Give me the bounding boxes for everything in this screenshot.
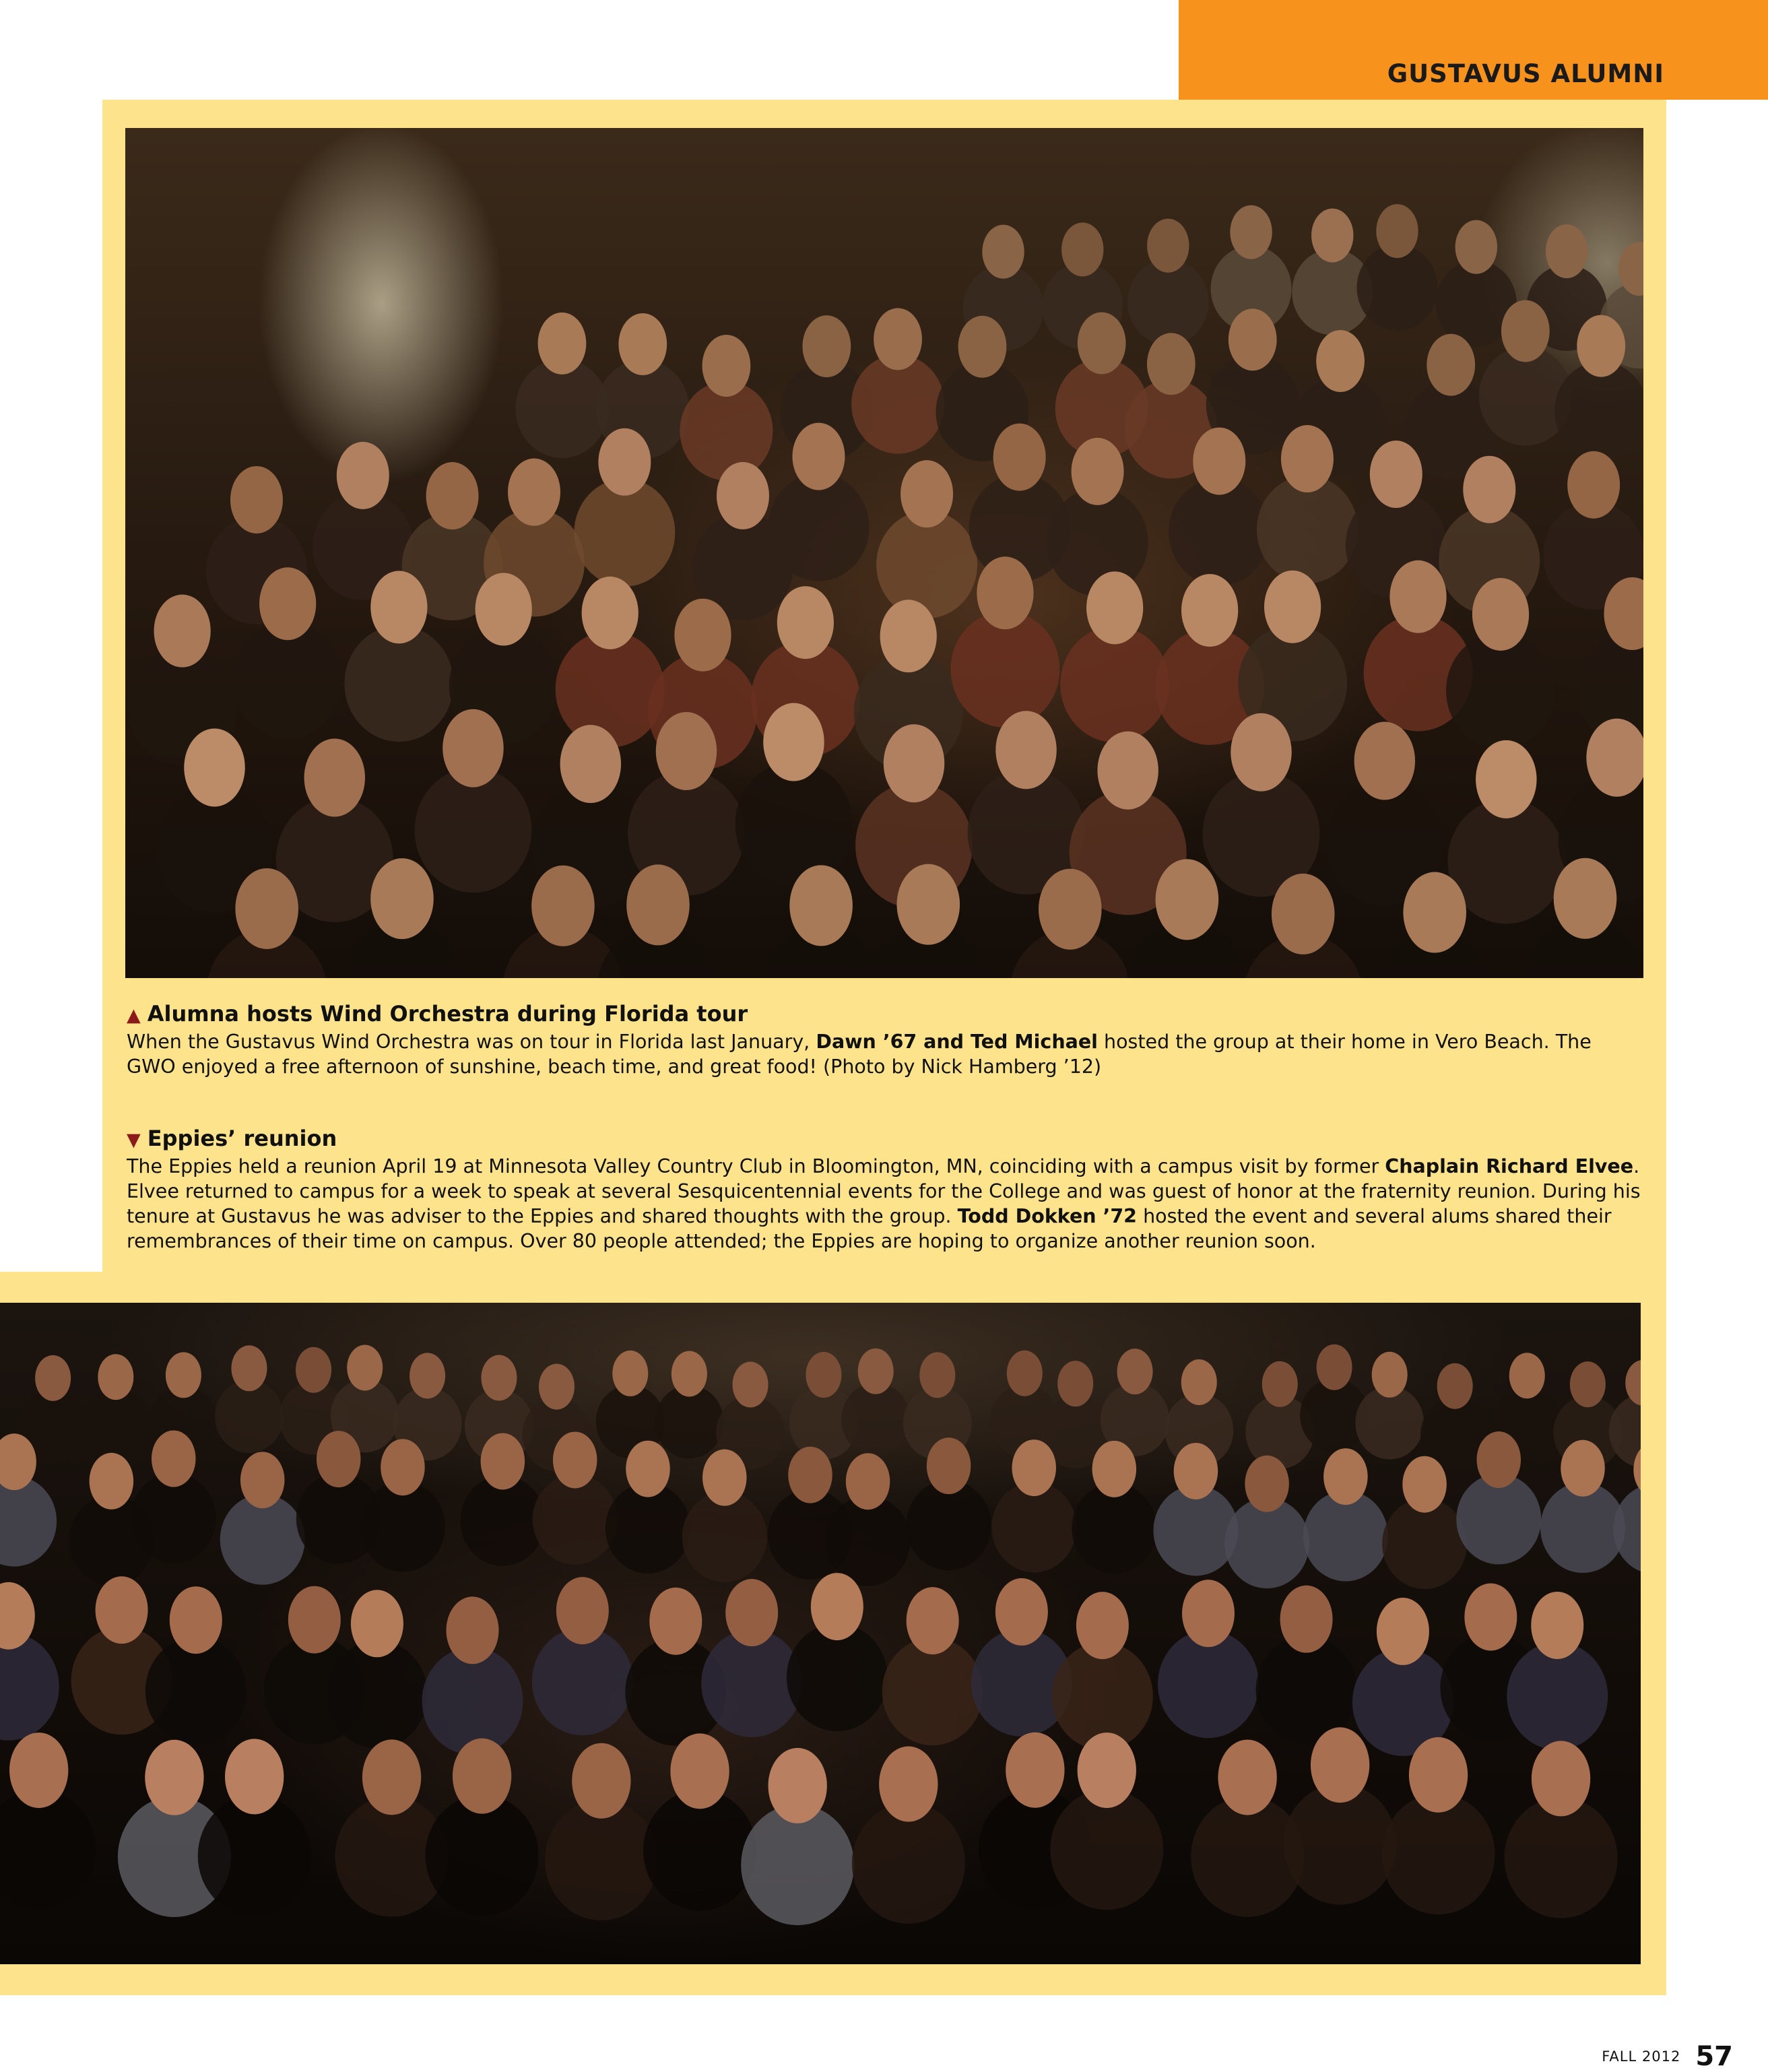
story-body bbox=[127, 1154, 1642, 1254]
story-headline bbox=[127, 1000, 1642, 1029]
story-wind-orchestra bbox=[127, 1000, 1642, 1079]
headline-text: Alumna hosts Wind Orchestra during Florida tour bbox=[147, 1001, 748, 1027]
section-tab bbox=[1179, 0, 1768, 100]
issue-label: FALL 2012 bbox=[1602, 2048, 1681, 2065]
wind-orchestra-crowd bbox=[125, 128, 1643, 978]
down-triangle-icon: ▼ bbox=[127, 1130, 141, 1151]
eppies-reunion-photo bbox=[0, 1303, 1641, 1964]
body-text: . Elvee returned to campus for a week to speak at several Sesquicentennial events for the College and was guest of honor at the fraternity reunion. During his tenure at Gustavus he was adviser to the Eppies and shared thoughts with the group. bbox=[127, 1155, 1641, 1227]
story-body bbox=[127, 1029, 1642, 1079]
eppies-reunion-crowd bbox=[0, 1303, 1641, 1964]
story-eppies-reunion bbox=[127, 1125, 1642, 1254]
headline-text: Eppies’ reunion bbox=[147, 1126, 337, 1151]
up-triangle-icon: ▲ bbox=[127, 1005, 141, 1026]
body-text: When the Gustavus Wind Orchestra was on tour in Florida last January, bbox=[127, 1031, 816, 1053]
page-folio bbox=[1602, 2041, 1733, 2072]
bold-name: Todd Dokken ’72 bbox=[957, 1205, 1138, 1227]
bold-name: Chaplain Richard Elvee bbox=[1385, 1155, 1634, 1177]
wind-orchestra-photo bbox=[125, 128, 1643, 978]
story-headline bbox=[127, 1125, 1642, 1154]
section-label: GUSTAVUS ALUMNI bbox=[1387, 59, 1664, 88]
page-number: 57 bbox=[1695, 2041, 1733, 2072]
bold-name: Dawn ’67 and Ted Michael bbox=[816, 1031, 1098, 1053]
body-text: The Eppies held a reunion April 19 at Minnesota Valley Country Club in Bloomington, MN, coinciding with a campus visit by former bbox=[127, 1155, 1385, 1177]
body-text: hosted the event and several alums shared their remembrances of their time on campus. Over 80 people attended; the Eppies are hoping to organize another reunion soon. bbox=[127, 1205, 1612, 1252]
body-text: hosted the group at their home in Vero Beach. The GWO enjoyed a free afternoon of sunshine, beach time, and great food! (Photo by Nick Hamberg ’12) bbox=[127, 1031, 1592, 1078]
